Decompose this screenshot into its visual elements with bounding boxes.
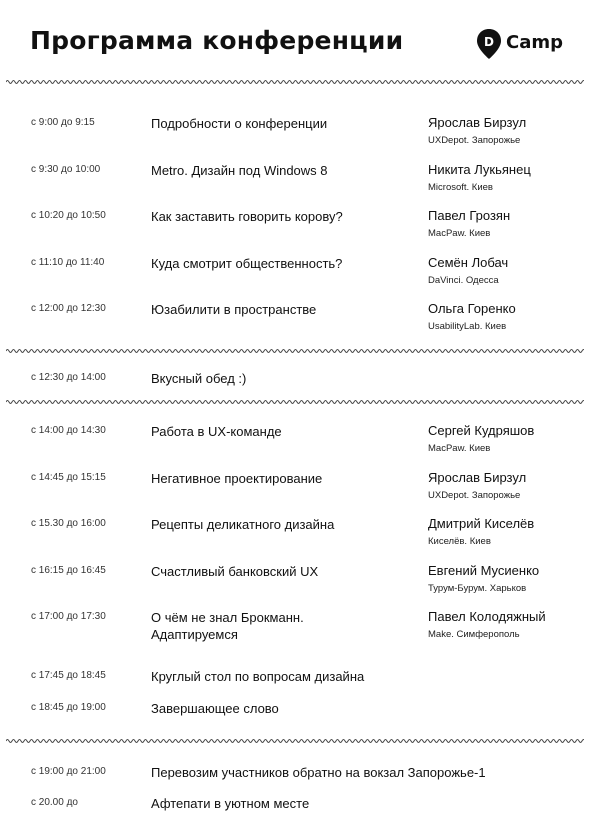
- speaker-name: Дмитрий Киселёв: [428, 516, 535, 531]
- time-slot: с 14:00 до 14:30: [31, 425, 106, 436]
- speaker-company: Киселёв. Киев: [428, 536, 491, 547]
- speaker-company: UsabilityLab. Киев: [428, 321, 507, 332]
- talk-title: Рецепты деликатного дизайна: [151, 517, 335, 532]
- time-slot: с 16:15 до 16:45: [31, 565, 106, 576]
- time-slot: с 15.30 до 16:00: [31, 518, 106, 529]
- time-slot: с 14:45 до 15:15: [31, 472, 106, 483]
- time-slot: с 19:00 до 21:00: [31, 766, 106, 777]
- time-slot: с 20.00 до: [31, 797, 78, 808]
- speaker-name: Евгений Мусиенко: [428, 563, 540, 578]
- speaker-name: Павел Грозян: [428, 208, 511, 223]
- speaker-name: Павел Колодяжный: [428, 609, 546, 624]
- speaker-company: MacPaw. Киев: [428, 228, 491, 239]
- speaker-company: Microsoft. Киев: [428, 182, 493, 193]
- time-slot: с 9:30 до 10:00: [31, 164, 101, 175]
- talk-title: Завершающее слово: [151, 701, 279, 716]
- talk-title: Круглый стол по вопросам дизайна: [151, 669, 365, 684]
- talk-title: Афтепати в уютном месте: [151, 796, 310, 811]
- talk-title: Подробности о конференции: [151, 116, 328, 131]
- speaker-name: Ярослав Бирзул: [428, 470, 527, 485]
- speaker-name: Никита Лукьянец: [428, 162, 531, 177]
- logo-letter: D: [484, 35, 494, 49]
- talk-title: Работа в UX-команде: [151, 424, 282, 439]
- talk-title: Юзабилити в пространстве: [151, 302, 317, 317]
- page-title: Программа конференции: [30, 26, 404, 55]
- talk-title: Metro. Дизайн под Windows 8: [151, 163, 328, 178]
- time-slot: с 18:45 до 19:00: [31, 702, 106, 713]
- time-slot: с 10:20 до 10:50: [31, 210, 106, 221]
- speaker-company: UXDepot. Запорожье: [428, 135, 521, 146]
- map-pin-logo-icon: [476, 28, 502, 60]
- talk-title: Вкусный обед :): [151, 371, 247, 386]
- wavy-divider: [6, 398, 584, 406]
- talk-title: Куда смотрит общественность?: [151, 256, 343, 271]
- speaker-name: Семён Лобач: [428, 255, 509, 270]
- speaker-company: UXDepot. Запорожье: [428, 490, 521, 501]
- speaker-name: Ярослав Бирзул: [428, 115, 527, 130]
- talk-title: Как заставить говорить корову?: [151, 209, 343, 224]
- time-slot: с 9:00 до 9:15: [31, 117, 95, 128]
- wavy-divider: [6, 78, 584, 86]
- time-slot: с 11:10 до 11:40: [31, 257, 105, 268]
- talk-title: Негативное проектирование: [151, 471, 323, 486]
- time-slot: с 17:00 до 17:30: [31, 611, 106, 622]
- speaker-company: Турум-Бурум. Харьков: [428, 583, 527, 594]
- time-slot: с 17:45 до 18:45: [31, 670, 106, 681]
- speaker-name: Ольга Горенко: [428, 301, 516, 316]
- wavy-divider: [6, 737, 584, 745]
- logo-text: Camp: [506, 32, 563, 53]
- speaker-company: Make. Симферополь: [428, 629, 520, 640]
- time-slot: с 12:00 до 12:30: [31, 303, 106, 314]
- speaker-company: DaVinci. Одесса: [428, 275, 499, 286]
- time-slot: с 12:30 до 14:00: [31, 372, 106, 383]
- wavy-divider: [6, 347, 584, 355]
- talk-title: Перевозим участников обратно на вокзал Запорожье-1: [151, 765, 486, 780]
- dcamp-logo: [476, 28, 563, 60]
- speaker-name: Сергей Кудряшов: [428, 423, 535, 438]
- talk-title: О чём не знал Брокманн. Адаптируемся: [151, 610, 304, 642]
- talk-title: Счастливый банковский UX: [151, 564, 319, 579]
- speaker-company: MacPaw. Киев: [428, 443, 491, 454]
